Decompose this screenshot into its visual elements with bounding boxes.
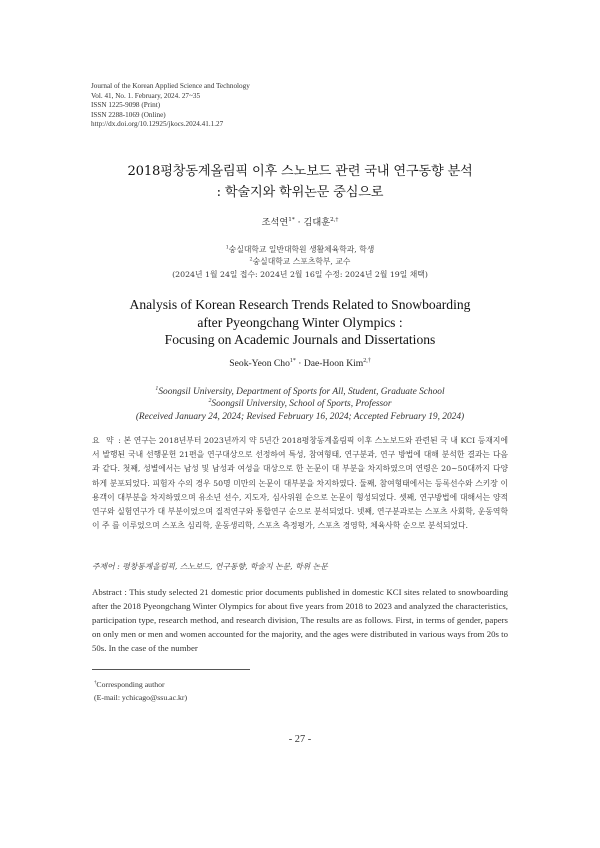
korean-abstract-line: 본 연구는 2018년부터 2023년까지 약 5년간 2018평창동계올림픽 이후 스노보드와 관련된 국 [123, 436, 448, 445]
english-affiliation-1-text: Soongsil University, Department of Sports for All, Student, Graduate School [158, 387, 445, 397]
korean-dates: (2024년 1월 24일 접수: 2024년 2월 16일 수정: 2024년 2월 19일 채택) [172, 269, 428, 279]
english-affiliation-1-mark: 1 [155, 385, 159, 392]
korean-affiliation-1 [0, 244, 600, 256]
korean-affiliations [0, 244, 600, 281]
english-abstract-label: Abstract [92, 587, 122, 597]
english-dates: (Received January 24, 2024; Revised February 16, 2024; Accepted February 19, 2024) [135, 411, 465, 422]
footnote-corresponding [94, 678, 187, 691]
korean-affiliation-2-mark: 2 [249, 257, 253, 263]
page-number: - 27 - [288, 734, 312, 745]
footnote-mark: † [94, 680, 97, 686]
english-author-2: Dae-Hoon Kim [303, 358, 364, 369]
journal-name: Journal of the Korean Applied Science and Technology [91, 82, 250, 90]
korean-author-2: 김대훈 [303, 217, 331, 228]
english-title-line-3: Focusing on Academic Journals and Dissertations [164, 332, 436, 347]
english-affiliations [0, 386, 600, 423]
footnote [94, 678, 187, 704]
korean-author-1-mark: 1* [288, 216, 295, 223]
korean-abstract: 요 약 : 본 연구는 2018년부터 2023년까지 약 5년간 2018평창동계올림픽 이후 스노보드와 관련된 국 내 KCI 등재지에서 발행된 국내 선행문헌 21편을 연구대상으로 선정하여 특성, 참여형태, 연구분과, 연구 방법에 대해 분석한 결과는 다음과 같다. 첫째, 성별에서는 남성 및 남성과 여성을 대상으로 한 논문이 대 부분을 차지하였으며 연령은 20~50대까지 다양하게 분포되었다. 피험자 수의 경우 50명 미만의 논문이 대부분을 차지하였다. 둘째, 참여형태에서는 등록선수와 스키장 이용객이 대부분을 차지하였으며 유소년 선수, 지도자, 심사위원 순으로 논문이 형성되었다. 셋째, 연구방법에 대해서는 양적연구와 실험연구가 대 부분이었으며 질적연구와 통합연구 순으로 분석되었다. 넷째, 연구분과로는 스포츠 사회학, 운동역학이 주 를 이루었으며 스포츠 심리학, 운동생리학, 스포츠 측정평가, 스포츠 경영학, 체육사학 순으로 분석되었다. [92, 436, 509, 531]
korean-abstract-line: 대부분을 차지하였다. 둘째, 참여형태에서는 등록선수와 스키장 이용객이 대부분을 차지하였으며 유소년 [92, 478, 508, 502]
english-title-line-1: Analysis of Korean Research Trends Related to Snowboarding [129, 297, 471, 312]
journal-issn-online: ISSN 2288-1069 (Online) [91, 110, 166, 119]
korean-affiliation-2-text: 숭실대학교 스포츠학부, 교수 [252, 257, 351, 267]
journal-issn-print: ISSN 1225-9098 (Print) [91, 101, 161, 110]
korean-authors [0, 214, 600, 228]
korean-affiliation-1-mark: 1 [225, 245, 229, 251]
english-abstract: Abstract : This study selected 21 domestic prior documents published in domestic KCI sites related to snowboarding after the 2018 Pyeongchang Winter Olympics for about five years from 2018 to 2023 and analyzed the characteristics, participation type, research method, and research division, The results are as follows. First, in terms of gender, papers on only men or men and women accounted for the majority, and the ages were distributed in various ways from 20s to 50s. In the case of the number [92, 587, 509, 653]
keywords [92, 561, 328, 572]
korean-abstract-line: 선수, 지도자, 심사위원 순으로 논문이 형성되었다. 셋째, 연구방법에 대해서는 양적연구와 실험연구가 대 [92, 492, 509, 517]
korean-affiliation-1-text: 숭실대학교 일반대학원 생활체육학과, 학생 [228, 245, 375, 254]
korean-author-1: 조석연 [261, 217, 289, 228]
english-abstract-line: are as follows. First, in terms of gender, papers on only men or men and women accounted for the [92, 614, 508, 639]
english-title [40, 296, 560, 349]
journal-volume: Vol. 41, No. 1. February, 2024. 27~35 [91, 91, 201, 100]
korean-title-line-1: 2018평창동계올림픽 이후 스노보드 관련 국내 연구동향 분석 [127, 164, 473, 179]
korean-abstract-line: 부분이었으며 질적연구와 통합연구 순으로 분석되었다. 넷째, 연구분과로는 스포츠 사회학, 운동역학이 주 [92, 507, 509, 531]
korean-title [40, 161, 560, 203]
keywords-label: 주제어 : [92, 562, 120, 571]
english-title-line-2: after Pyeongchang Winter Olympics : [197, 314, 403, 330]
english-author-2-mark: 2,† [363, 357, 371, 364]
english-affiliation-2-text: Soongsil University, School of Sports, Professor [211, 399, 392, 410]
english-abstract-line: This study selected 21 domestic prior documents published in domestic KCI sites related [129, 587, 447, 597]
korean-abstract-line: 내 KCI 등재지에서 발행된 국내 선행문헌 21편을 연구대상으로 선정하여 특성, 참여형태, 연구분과, 연구 [92, 436, 508, 460]
footnote-divider [92, 669, 250, 670]
korean-affiliation-2 [0, 256, 600, 268]
english-abstract-line: majority, and the ages were distributed in various ways from 20s to 50s. In the case of the number [92, 628, 509, 653]
korean-abstract-line: 를 이루었으며 스포츠 심리학, 운동생리학, 스포츠 측정평가, 스포츠 경영학, 체육사학 순으로 분석되었다. [112, 521, 469, 531]
korean-author-2-mark: 2,† [330, 216, 339, 223]
footnote-label: Corresponding author [96, 680, 165, 689]
journal-doi: http://dx.doi.org/10.12925/jkocs.2024.41.1.27 [91, 120, 224, 129]
english-abstract-line: to snowboarding after the 2018 Pyeongchang Winter Olympics for about five years from 2018 to 2023 [92, 587, 509, 611]
korean-abstract-label: 요 약 [92, 436, 116, 445]
korean-abstract-line: 부분을 차지하였으며 연령은 20~50대까지 다양하게 분포되었다. 피험자 수의 경우 50명 미만의 논문이 [92, 464, 509, 488]
english-abstract-line: and analyzed the characteristics, participation type, research method, and research division, The results [92, 600, 508, 625]
journal-info [91, 82, 250, 130]
english-author-1-mark: 1* [289, 357, 296, 364]
keywords-text: 평창동계올림픽, 스노보드, 연구동향, 학술지 논문, 학위 논문 [122, 562, 328, 571]
korean-title-line-2: : 학술지와 학위논문 중심으로 [216, 185, 384, 200]
english-affiliation-2 [0, 398, 600, 410]
english-author-separator: · [298, 358, 302, 369]
english-authors [0, 358, 600, 369]
english-affiliation-1 [0, 386, 600, 398]
korean-abstract-line: 방법에 대해 분석한 결과는 다음과 같다. 첫째, 성별에서는 남성 및 남성과 여성을 대상으로 한 논문이 대 [92, 450, 509, 474]
korean-author-separator: · [297, 217, 301, 228]
english-affiliation-2-mark: 2 [208, 398, 212, 405]
english-author-1: Seok-Yeon Cho [229, 358, 290, 369]
footnote-email: (E-mail: ychicago@ssu.ac.kr) [94, 693, 188, 703]
